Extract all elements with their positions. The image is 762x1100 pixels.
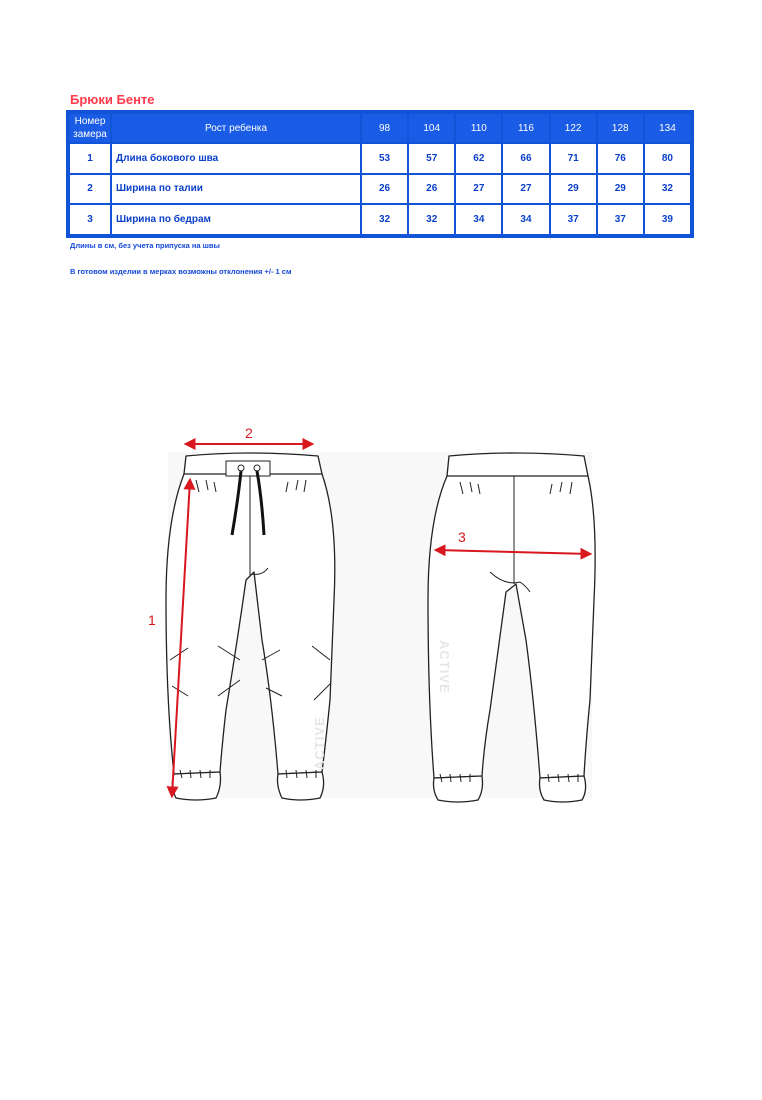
brand-logo-back: ACTIVE: [437, 640, 452, 694]
product-title: Брюки Бенте: [70, 92, 155, 107]
measure-value: 34: [456, 205, 501, 234]
measure-value: 37: [598, 205, 643, 234]
measure-number: 1: [70, 144, 110, 173]
measure-number: 2: [70, 175, 110, 204]
measure-value: 27: [503, 175, 548, 204]
measure-value: 29: [598, 175, 643, 204]
measure-value: 29: [551, 175, 596, 204]
measure-value: 32: [645, 175, 690, 204]
front-left-cuff: [172, 772, 220, 800]
header-size: 116: [503, 114, 548, 142]
front-drawstring-box: [226, 461, 270, 476]
measure-value: 62: [456, 144, 501, 173]
measure-value: 32: [409, 205, 454, 234]
measure-name: Ширина по талии: [112, 175, 360, 204]
measure-name: Ширина по бедрам: [112, 205, 360, 234]
header-size: 128: [598, 114, 643, 142]
measure-value: 80: [645, 144, 690, 173]
side-seam-label: 1: [148, 612, 156, 628]
back-left-cuff: [434, 776, 483, 802]
measure-number: 3: [70, 205, 110, 234]
header-size: 134: [645, 114, 690, 142]
measure-value: 57: [409, 144, 454, 173]
measure-value: 27: [456, 175, 501, 204]
measure-value: 26: [409, 175, 454, 204]
measure-value: 53: [362, 144, 407, 173]
measure-value: 37: [551, 205, 596, 234]
measure-value: 66: [503, 144, 548, 173]
header-child-height: Рост ребенка: [112, 114, 360, 142]
header-size: 122: [551, 114, 596, 142]
measure-name: Длина бокового шва: [112, 144, 360, 173]
note-tolerance: В готовом изделии в мерках возможны отклонения +/- 1 см: [70, 267, 292, 276]
hip-width-label: 3: [458, 529, 466, 545]
header-num-line1: Номер: [74, 116, 106, 127]
measure-value: 39: [645, 205, 690, 234]
measure-value: 76: [598, 144, 643, 173]
back-waistband: [447, 453, 588, 478]
measure-value: 26: [362, 175, 407, 204]
note-seam-allowance: Длины в см, без учета припуска на швы: [70, 241, 220, 250]
waist-width-label: 2: [245, 425, 253, 441]
measure-value: 34: [503, 205, 548, 234]
header-num-line2: замера: [73, 129, 107, 140]
front-right-cuff: [278, 772, 324, 800]
header-size: 110: [456, 114, 501, 142]
brand-logo-front: ACTIVE: [312, 716, 327, 770]
back-right-cuff: [540, 776, 586, 802]
header-size: 98: [362, 114, 407, 142]
measure-value: 32: [362, 205, 407, 234]
header-size: 104: [409, 114, 454, 142]
measure-value: 71: [551, 144, 596, 173]
